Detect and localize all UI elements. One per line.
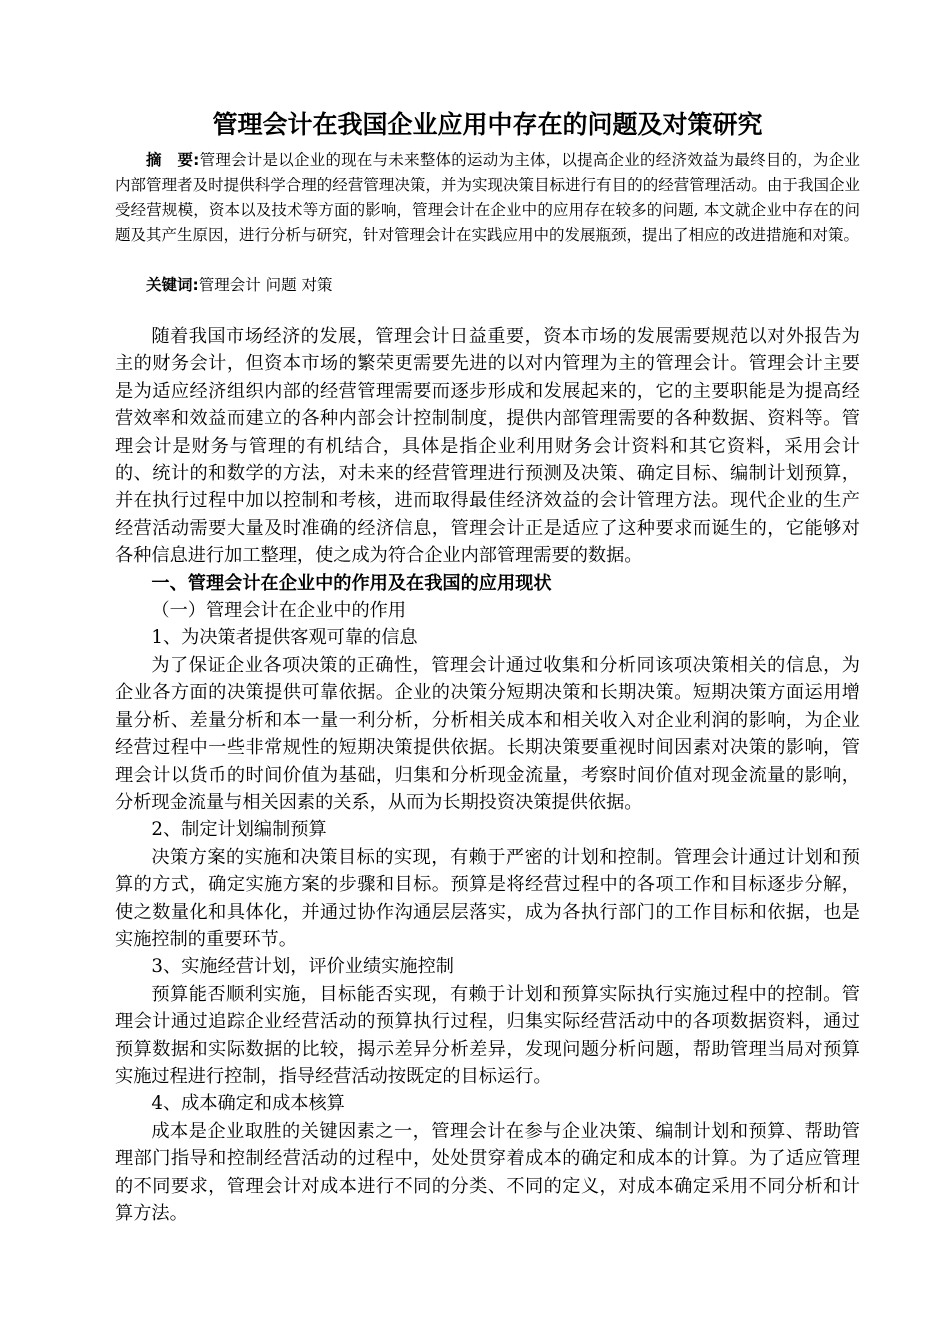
item-heading-3: 3、实施经营计划，评价业绩实施控制 xyxy=(151,956,454,978)
subsection-heading-1: （一）管理会计在企业中的作用 xyxy=(151,600,407,622)
keywords-line xyxy=(115,273,860,298)
abstract-paragraph xyxy=(115,148,860,248)
body-text xyxy=(115,323,860,1227)
section-heading-1: 一、管理会计在企业中的作用及在我国的应用现状 xyxy=(151,572,552,594)
document-title: 管理会计在我国企业应用中存在的问题及对策研究 xyxy=(212,110,763,139)
keywords-text: 管理会计 问题 对策 xyxy=(198,276,333,294)
item-paragraph-4: 成本是企业取胜的关键因素之一，管理会计在参与企业决策、编制计划和预算、帮助管理部门指导和控制经营活动的过程中，处处贯穿着成本的确定和成本的计算。为了适应管理的不同要求，管理会计对成本进行不同的分类、不同的定义，对成本确定采用不同分析和计算方法。 xyxy=(115,1120,860,1224)
item-heading-1: 1、为决策者提供客观可靠的信息 xyxy=(151,627,418,649)
intro-paragraph: 随着我国市场经济的发展，管理会计日益重要，资本市场的发展需要规范以对外报告为主的财务会计，但资本市场的繁荣更需要先进的以对内管理为主的管理会计。管理会计主要是为适应经济组织内部的经营管理需要而逐步形成和发展起来的，它的主要职能是为提高经营效率和效益而建立的各种内部会计控制制度，提供内部管理需要的各种数据、资料等。管理会计是财务与管理的有机结合，具体是指企业利用财务会计资料和其它资料，采用会计的、统计的和数学的方法，对未来的经营管理进行预测及决策、确定目标、编制计划预算，并在执行过程中加以控制和考核，进而取得最佳经济效益的会计管理方法。现代企业的生产经营活动需要大量及时准确的经济信息，管理会计正是适应了这种要求而诞生的，它能够对各种信息进行加工整理，使之成为符合企业内部管理需要的数据。 xyxy=(115,326,860,567)
item-paragraph-3: 预算能否顺利实施，目标能否实现，有赖于计划和预算实际执行实施过程中的控制。管理会计通过追踪企业经营活动的预算执行过程，归集实际经营活动中的各项数据资料，通过预算数据和实际数据的比较，揭示差异分析差异，发现问题分析问题，帮助管理当局对预算实施过程进行控制，指导经营活动按既定的目标运行。 xyxy=(115,983,860,1087)
item-heading-4: 4、成本确定和成本核算 xyxy=(151,1093,345,1115)
item-paragraph-2: 决策方案的实施和决策目标的实现，有赖于严密的计划和控制。管理会计通过计划和预算的方式，确定实施方案的步骤和目标。预算是将经营过程中的各项工作和目标逐步分解，使之数量化和具体化，并通过协作沟通层层落实，成为各执行部门的工作目标和依据，也是实施控制的重要环节。 xyxy=(115,846,860,950)
item-paragraph-1: 为了保证企业各项决策的正确性，管理会计通过收集和分析同该项决策相关的信息，为企业各方面的决策提供可靠依据。企业的决策分短期决策和长期决策。短期决策方面运用增量分析、差量分析和本一量一利分析，分析相关成本和相关收入对企业利润的影响，为企业经营过程中一些非常规性的短期决策提供依据。长期决策要重视时间因素对决策的影响，管理会计以货币的时间价值为基础，归集和分析现金流量，考察时间价值对现金流量的影响，分析现金流量与相关因素的关系，从而为长期投资决策提供依据。 xyxy=(115,654,860,813)
abstract-label: 摘 要: xyxy=(146,151,200,169)
item-heading-2: 2、制定计划编制预算 xyxy=(151,819,327,841)
keywords-label: 关键词: xyxy=(146,276,199,294)
abstract-text: 管理会计是以企业的现在与未来整体的运动为主体，以提高企业的经济效益为最终目的，为企业内部管理者及时提供科学合理的经营管理决策，并为实现决策目标进行有目的的经营管理活动。由于我国企业受经营规模，资本以及技术等方面的影响，管理会计在企业中的应用存在较多的问题, 本文就企业中存在的问题及其产生原因，进行分析与研究，针对管理会计在实践应用中的发展瓶颈，提出了相应的改进措施和对策。 xyxy=(115,151,860,244)
